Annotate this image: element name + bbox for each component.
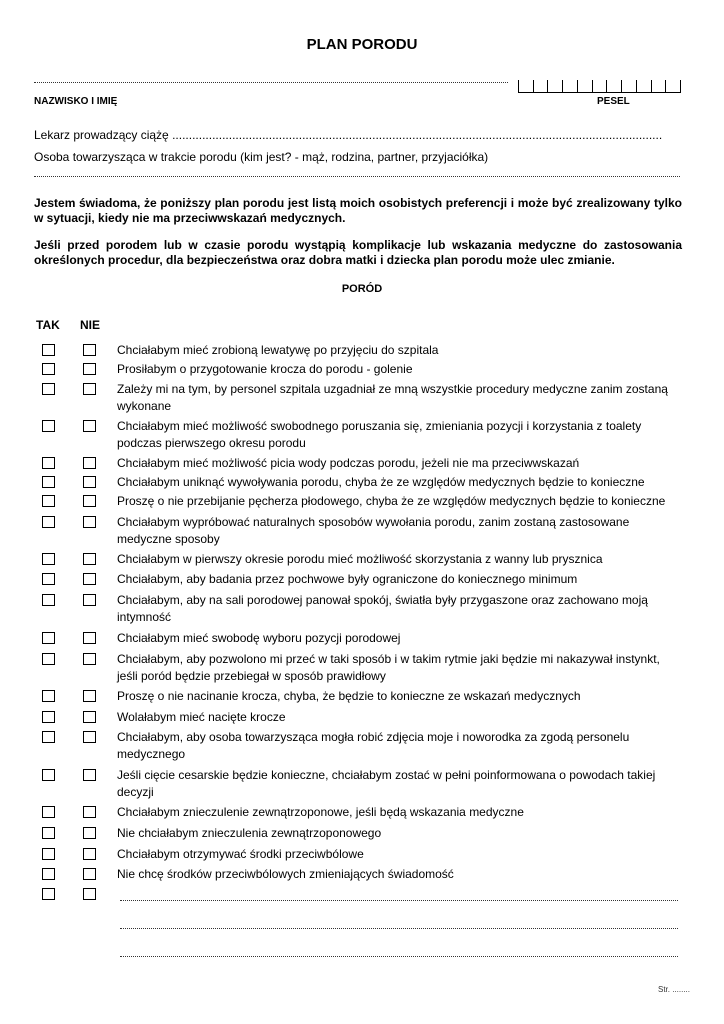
no-checkbox[interactable] bbox=[83, 476, 96, 488]
name-label: NAZWISKO I IMIĘ bbox=[34, 96, 118, 107]
no-checkbox[interactable] bbox=[83, 653, 96, 665]
page-number: Str. ........ bbox=[657, 985, 690, 994]
no-checkbox[interactable] bbox=[83, 868, 96, 880]
blank-yes-checkbox[interactable] bbox=[42, 888, 55, 900]
preference-item-text: Chciałabym znieczulenie zewnątrzoponowe, jeśli będą wskazania medyczne bbox=[117, 805, 524, 819]
preference-item-text: Chciałabym w pierwszy okresie porodu mieć możliwość skorzystania z wanny lub prysznica bbox=[117, 552, 603, 566]
no-checkbox[interactable] bbox=[83, 363, 96, 375]
no-checkbox[interactable] bbox=[83, 553, 96, 565]
preference-item-text: Zależy mi na tym, by personel szpitala uzgadniał ze mną wszystkie procedury medyczne zanim zostaną wykonane bbox=[117, 382, 668, 413]
yes-checkbox[interactable] bbox=[42, 573, 55, 585]
preference-item-text: Chciałabym otrzymywać środki przeciwbólowe bbox=[117, 847, 364, 861]
column-no: NIE bbox=[80, 318, 101, 332]
no-checkbox[interactable] bbox=[83, 420, 96, 432]
blank-line[interactable] bbox=[120, 900, 678, 901]
no-checkbox[interactable] bbox=[83, 769, 96, 781]
blank-no-checkbox[interactable] bbox=[83, 888, 96, 900]
yes-checkbox[interactable] bbox=[42, 806, 55, 818]
preference-item-text: Jeśli cięcie cesarskie będzie konieczne, chciałabym zostać w pełni poinformowana o powodach takiej decyzji bbox=[117, 768, 656, 799]
no-checkbox[interactable] bbox=[83, 594, 96, 606]
yes-checkbox[interactable] bbox=[42, 516, 55, 528]
no-checkbox[interactable] bbox=[83, 516, 96, 528]
no-checkbox[interactable] bbox=[83, 827, 96, 839]
no-checkbox[interactable] bbox=[83, 848, 96, 860]
preference-item-text: Chciałabym, aby pozwolono mi przeć w taki sposób i w takim rytmie jaki będzie mi nakazywał instynkt, jeśli poród będzie przebiegał w sposób prawidłowy bbox=[117, 652, 660, 683]
yes-checkbox[interactable] bbox=[42, 868, 55, 880]
preference-item-text: Chciałabym mieć zrobioną lewatywę po przyjęciu do szpitala bbox=[117, 343, 439, 357]
no-checkbox[interactable] bbox=[83, 344, 96, 356]
pesel-field[interactable] bbox=[518, 80, 681, 93]
yes-checkbox[interactable] bbox=[42, 711, 55, 723]
column-yes: TAK bbox=[36, 318, 60, 332]
preference-item-text: Nie chcę środków przeciwbólowych zmieniających świadomość bbox=[117, 867, 454, 881]
no-checkbox[interactable] bbox=[83, 632, 96, 644]
preference-item-text: Nie chciałabym znieczulenia zewnątrzoponowego bbox=[117, 826, 382, 840]
yes-checkbox[interactable] bbox=[42, 827, 55, 839]
companion-field[interactable] bbox=[34, 176, 680, 177]
yes-checkbox[interactable] bbox=[42, 690, 55, 702]
no-checkbox[interactable] bbox=[83, 731, 96, 743]
preference-item-text: Chciałabym wypróbować naturalnych sposobów wywołania porodu, zanim zostaną zastosowane medyczne sposoby bbox=[117, 515, 630, 546]
no-checkbox[interactable] bbox=[83, 806, 96, 818]
no-checkbox[interactable] bbox=[83, 495, 96, 507]
intro-paragraph-2: Jeśli przed porodem lub w czasie porodu wystąpią komplikacje lub wskazania medyczne do zastosowania określonych procedur, dla bezpieczeństwa oraz dobra matki i dziecka plan porodu może ulec zmianie. bbox=[34, 238, 682, 267]
preference-item-text: Proszę o nie przebijanie pęcherza płodowego, chyba że ze względów medycznych będzie to konieczne bbox=[117, 494, 666, 508]
preference-item-text: Chciałabym, aby osoba towarzysząca mogła robić zdjęcia moje i noworodka za zgodą personelu medycznego bbox=[117, 730, 630, 761]
yes-checkbox[interactable] bbox=[42, 383, 55, 395]
no-checkbox[interactable] bbox=[83, 457, 96, 469]
section-title: PORÓD bbox=[341, 283, 383, 295]
no-checkbox[interactable] bbox=[83, 383, 96, 395]
preference-item-text: Wolałabym mieć nacięte krocze bbox=[117, 710, 286, 724]
preference-item-text: Chciałabym, aby badania przez pochwowe były ograniczone do koniecznego minimum bbox=[117, 572, 578, 586]
preference-item-text: Chciałabym mieć swobodę wyboru pozycji porodowej bbox=[117, 631, 401, 645]
name-field[interactable] bbox=[34, 82, 508, 83]
preference-item-text: Chciałabym mieć możliwość picia wody podczas porodu, jeżeli nie ma przeciwwskazań bbox=[117, 456, 580, 470]
blank-line[interactable] bbox=[120, 928, 678, 929]
yes-checkbox[interactable] bbox=[42, 769, 55, 781]
intro-paragraph-1: Jestem świadoma, że poniższy plan porodu jest listą moich osobistych preferencji i może być zrealizowany tylko w sytuacji, kiedy nie ma przeciwwskazań medycznych. bbox=[34, 196, 682, 225]
yes-checkbox[interactable] bbox=[42, 594, 55, 606]
yes-checkbox[interactable] bbox=[42, 848, 55, 860]
yes-checkbox[interactable] bbox=[42, 553, 55, 565]
preference-item-text: Proszę o nie nacinanie krocza, chyba, że będzie to konieczne ze wskazań medycznych bbox=[117, 689, 581, 703]
yes-checkbox[interactable] bbox=[42, 476, 55, 488]
yes-checkbox[interactable] bbox=[42, 731, 55, 743]
doctor-field[interactable]: Lekarz prowadzący ciążę ................................................................................................................................................... bbox=[34, 128, 663, 142]
preference-item-text: Chciałabym uniknąć wywoływania porodu, chyba że ze względów medycznych będzie to konieczne bbox=[117, 475, 645, 489]
yes-checkbox[interactable] bbox=[42, 632, 55, 644]
yes-checkbox[interactable] bbox=[42, 457, 55, 469]
preference-item-text: Chciałabym, aby na sali porodowej panował spokój, światła były przygaszone oraz zachowano moją intymność bbox=[117, 593, 648, 624]
yes-checkbox[interactable] bbox=[42, 363, 55, 375]
preference-item-text: Prosiłabym o przygotowanie krocza do porodu - golenie bbox=[117, 362, 413, 376]
pesel-label: PESEL bbox=[597, 96, 630, 107]
preference-item-text: Chciałabym mieć możliwość swobodnego poruszania się, zmieniania pozycji i korzystania z toalety podczas pierwszego okresu porodu bbox=[117, 419, 642, 450]
yes-checkbox[interactable] bbox=[42, 653, 55, 665]
no-checkbox[interactable] bbox=[83, 573, 96, 585]
no-checkbox[interactable] bbox=[83, 711, 96, 723]
yes-checkbox[interactable] bbox=[42, 344, 55, 356]
page-title: PLAN PORODU bbox=[306, 36, 418, 53]
companion-label: Osoba towarzysząca w trakcie porodu (kim jest? - mąż, rodzina, partner, przyjaciółka) bbox=[34, 150, 489, 164]
blank-line[interactable] bbox=[120, 956, 678, 957]
yes-checkbox[interactable] bbox=[42, 420, 55, 432]
yes-checkbox[interactable] bbox=[42, 495, 55, 507]
no-checkbox[interactable] bbox=[83, 690, 96, 702]
